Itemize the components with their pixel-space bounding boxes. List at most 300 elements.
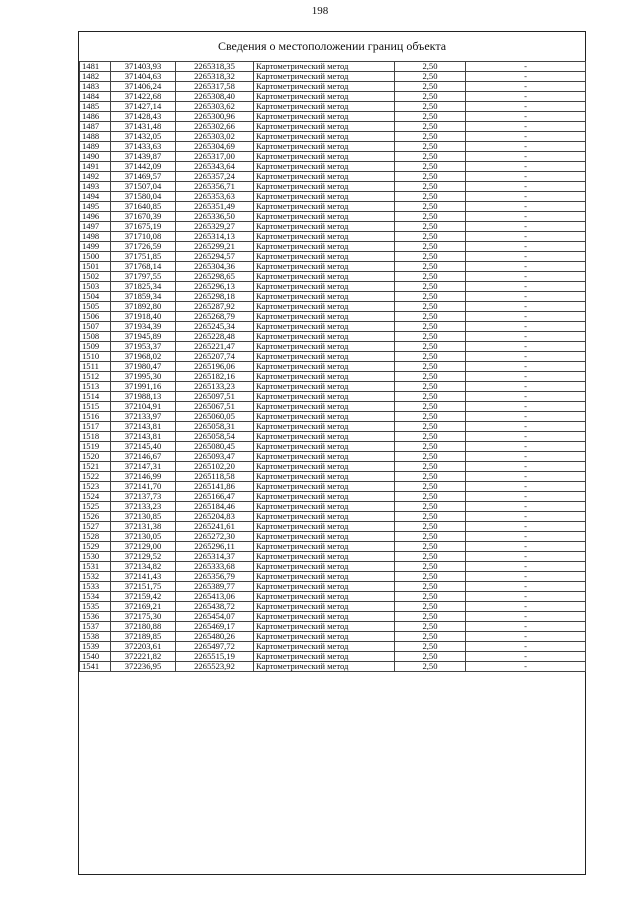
table-row	[80, 342, 586, 352]
table-row	[80, 322, 586, 332]
description-cell: -	[466, 192, 586, 202]
x-coordinate-cell: 371507,04	[111, 182, 176, 192]
y-coordinate-cell: 2265141,86	[176, 482, 254, 492]
y-coordinate-cell: 2265389,77	[176, 582, 254, 592]
method-cell: Картометрический метод	[254, 312, 395, 322]
point-number-cell: 1519	[80, 442, 111, 452]
table-row	[80, 332, 586, 342]
y-coordinate-cell: 2265308,40	[176, 92, 254, 102]
description-cell: -	[466, 212, 586, 222]
method-cell: Картометрический метод	[254, 232, 395, 242]
precision-cell: 2,50	[395, 372, 466, 382]
description-cell: -	[466, 492, 586, 502]
point-number-cell: 1509	[80, 342, 111, 352]
x-coordinate-cell: 371980,47	[111, 362, 176, 372]
x-coordinate-cell: 372141,70	[111, 482, 176, 492]
method-cell: Картометрический метод	[254, 262, 395, 272]
precision-cell: 2,50	[395, 402, 466, 412]
point-number-cell: 1499	[80, 242, 111, 252]
table-row	[80, 372, 586, 382]
description-cell: -	[466, 82, 586, 92]
x-coordinate-cell: 372189,85	[111, 632, 176, 642]
table-row	[80, 262, 586, 272]
method-cell: Картометрический метод	[254, 342, 395, 352]
table-row	[80, 392, 586, 402]
table-row	[80, 242, 586, 252]
method-cell: Картометрический метод	[254, 292, 395, 302]
x-coordinate-cell: 372104,91	[111, 402, 176, 412]
method-cell: Картометрический метод	[254, 572, 395, 582]
precision-cell: 2,50	[395, 132, 466, 142]
table-row	[80, 72, 586, 82]
table-row	[80, 662, 586, 672]
precision-cell: 2,50	[395, 422, 466, 432]
description-cell: -	[466, 232, 586, 242]
table-row	[80, 652, 586, 662]
table-row	[80, 602, 586, 612]
point-number-cell: 1532	[80, 572, 111, 582]
description-cell: -	[466, 482, 586, 492]
table-row	[80, 592, 586, 602]
table-row	[80, 302, 586, 312]
method-cell: Картометрический метод	[254, 92, 395, 102]
method-cell: Картометрический метод	[254, 382, 395, 392]
x-coordinate-cell: 371406,24	[111, 82, 176, 92]
table-row	[80, 552, 586, 562]
point-number-cell: 1534	[80, 592, 111, 602]
x-coordinate-cell: 372141,43	[111, 572, 176, 582]
y-coordinate-cell: 2265318,35	[176, 62, 254, 72]
description-cell: -	[466, 162, 586, 172]
point-number-cell: 1481	[80, 62, 111, 72]
precision-cell: 2,50	[395, 492, 466, 502]
coordinates-table-body	[80, 62, 586, 672]
y-coordinate-cell: 2265102,20	[176, 462, 254, 472]
x-coordinate-cell: 371433,63	[111, 142, 176, 152]
precision-cell: 2,50	[395, 572, 466, 582]
x-coordinate-cell: 371422,68	[111, 92, 176, 102]
precision-cell: 2,50	[395, 82, 466, 92]
precision-cell: 2,50	[395, 622, 466, 632]
table-row	[80, 612, 586, 622]
point-number-cell: 1493	[80, 182, 111, 192]
description-cell: -	[466, 402, 586, 412]
description-cell: -	[466, 92, 586, 102]
description-cell: -	[466, 472, 586, 482]
description-cell: -	[466, 152, 586, 162]
method-cell: Картометрический метод	[254, 482, 395, 492]
precision-cell: 2,50	[395, 322, 466, 332]
point-number-cell: 1490	[80, 152, 111, 162]
precision-cell: 2,50	[395, 442, 466, 452]
x-coordinate-cell: 371439,87	[111, 152, 176, 162]
y-coordinate-cell: 2265318,32	[176, 72, 254, 82]
y-coordinate-cell: 2265413,06	[176, 592, 254, 602]
table-row	[80, 182, 586, 192]
point-number-cell: 1513	[80, 382, 111, 392]
method-cell: Картометрический метод	[254, 172, 395, 182]
precision-cell: 2,50	[395, 212, 466, 222]
y-coordinate-cell: 2265118,58	[176, 472, 254, 482]
precision-cell: 2,50	[395, 462, 466, 472]
method-cell: Картометрический метод	[254, 302, 395, 312]
table-row	[80, 572, 586, 582]
description-cell: -	[466, 602, 586, 612]
precision-cell: 2,50	[395, 122, 466, 132]
y-coordinate-cell: 2265272,30	[176, 532, 254, 542]
table-row	[80, 382, 586, 392]
description-cell: -	[466, 122, 586, 132]
table-row	[80, 432, 586, 442]
y-coordinate-cell: 2265228,48	[176, 332, 254, 342]
point-number-cell: 1484	[80, 92, 111, 102]
x-coordinate-cell: 372130,05	[111, 532, 176, 542]
method-cell: Картометрический метод	[254, 372, 395, 382]
precision-cell: 2,50	[395, 272, 466, 282]
table-row	[80, 472, 586, 482]
method-cell: Картометрический метод	[254, 112, 395, 122]
precision-cell: 2,50	[395, 162, 466, 172]
y-coordinate-cell: 2265299,21	[176, 242, 254, 252]
y-coordinate-cell: 2265469,17	[176, 622, 254, 632]
table-row	[80, 582, 586, 592]
table-row	[80, 462, 586, 472]
x-coordinate-cell: 371768,14	[111, 262, 176, 272]
method-cell: Картометрический метод	[254, 132, 395, 142]
y-coordinate-cell: 2265303,02	[176, 132, 254, 142]
x-coordinate-cell: 372129,00	[111, 542, 176, 552]
method-cell: Картометрический метод	[254, 252, 395, 262]
precision-cell: 2,50	[395, 542, 466, 552]
method-cell: Картометрический метод	[254, 62, 395, 72]
precision-cell: 2,50	[395, 302, 466, 312]
table-row	[80, 122, 586, 132]
x-coordinate-cell: 372236,95	[111, 662, 176, 672]
description-cell: -	[466, 642, 586, 652]
point-number-cell: 1526	[80, 512, 111, 522]
method-cell: Картометрический метод	[254, 122, 395, 132]
method-cell: Картометрический метод	[254, 362, 395, 372]
point-number-cell: 1521	[80, 462, 111, 472]
table-row	[80, 102, 586, 112]
method-cell: Картометрический метод	[254, 442, 395, 452]
description-cell: -	[466, 552, 586, 562]
point-number-cell: 1520	[80, 452, 111, 462]
point-number-cell: 1500	[80, 252, 111, 262]
table-row	[80, 512, 586, 522]
x-coordinate-cell: 371403,93	[111, 62, 176, 72]
point-number-cell: 1502	[80, 272, 111, 282]
description-cell: -	[466, 362, 586, 372]
precision-cell: 2,50	[395, 92, 466, 102]
point-number-cell: 1527	[80, 522, 111, 532]
point-number-cell: 1485	[80, 102, 111, 112]
x-coordinate-cell: 372133,23	[111, 502, 176, 512]
description-cell: -	[466, 72, 586, 82]
description-cell: -	[466, 522, 586, 532]
table-row	[80, 222, 586, 232]
point-number-cell: 1535	[80, 602, 111, 612]
precision-cell: 2,50	[395, 432, 466, 442]
y-coordinate-cell: 2265184,46	[176, 502, 254, 512]
x-coordinate-cell: 372133,97	[111, 412, 176, 422]
description-cell: -	[466, 622, 586, 632]
x-coordinate-cell: 372129,52	[111, 552, 176, 562]
page-number: 198	[311, 5, 329, 17]
point-number-cell: 1508	[80, 332, 111, 342]
precision-cell: 2,50	[395, 582, 466, 592]
method-cell: Картометрический метод	[254, 202, 395, 212]
description-cell: -	[466, 242, 586, 252]
x-coordinate-cell: 371825,34	[111, 282, 176, 292]
x-coordinate-cell: 371953,37	[111, 342, 176, 352]
point-number-cell: 1507	[80, 322, 111, 332]
method-cell: Картометрический метод	[254, 412, 395, 422]
y-coordinate-cell: 2265351,49	[176, 202, 254, 212]
point-number-cell: 1488	[80, 132, 111, 142]
y-coordinate-cell: 2265133,23	[176, 382, 254, 392]
precision-cell: 2,50	[395, 532, 466, 542]
description-cell: -	[466, 432, 586, 442]
y-coordinate-cell: 2265438,72	[176, 602, 254, 612]
description-cell: -	[466, 442, 586, 452]
point-number-cell: 1523	[80, 482, 111, 492]
precision-cell: 2,50	[395, 472, 466, 482]
method-cell: Картометрический метод	[254, 462, 395, 472]
x-coordinate-cell: 372175,30	[111, 612, 176, 622]
table-row	[80, 442, 586, 452]
x-coordinate-cell: 372143,81	[111, 422, 176, 432]
description-cell: -	[466, 582, 586, 592]
description-cell: -	[466, 572, 586, 582]
method-cell: Картометрический метод	[254, 422, 395, 432]
table-row	[80, 172, 586, 182]
x-coordinate-cell: 371427,14	[111, 102, 176, 112]
description-cell: -	[466, 422, 586, 432]
description-cell: -	[466, 142, 586, 152]
point-number-cell: 1492	[80, 172, 111, 182]
precision-cell: 2,50	[395, 362, 466, 372]
table-row	[80, 532, 586, 542]
table-row	[80, 642, 586, 652]
method-cell: Картометрический метод	[254, 652, 395, 662]
x-coordinate-cell: 371404,63	[111, 72, 176, 82]
method-cell: Картометрический метод	[254, 182, 395, 192]
precision-cell: 2,50	[395, 452, 466, 462]
description-cell: -	[466, 372, 586, 382]
description-cell: -	[466, 102, 586, 112]
point-number-cell: 1489	[80, 142, 111, 152]
table-row	[80, 562, 586, 572]
y-coordinate-cell: 2265336,50	[176, 212, 254, 222]
y-coordinate-cell: 2265480,26	[176, 632, 254, 642]
y-coordinate-cell: 2265304,69	[176, 142, 254, 152]
precision-cell: 2,50	[395, 512, 466, 522]
precision-cell: 2,50	[395, 412, 466, 422]
description-cell: -	[466, 272, 586, 282]
description-cell: -	[466, 412, 586, 422]
table-row	[80, 272, 586, 282]
x-coordinate-cell: 372131,38	[111, 522, 176, 532]
point-number-cell: 1503	[80, 282, 111, 292]
point-number-cell: 1506	[80, 312, 111, 322]
y-coordinate-cell: 2265304,36	[176, 262, 254, 272]
x-coordinate-cell: 372169,21	[111, 602, 176, 612]
table-row	[80, 482, 586, 492]
precision-cell: 2,50	[395, 332, 466, 342]
method-cell: Картометрический метод	[254, 632, 395, 642]
x-coordinate-cell: 371988,13	[111, 392, 176, 402]
y-coordinate-cell: 2265287,92	[176, 302, 254, 312]
x-coordinate-cell: 371710,08	[111, 232, 176, 242]
y-coordinate-cell: 2265058,31	[176, 422, 254, 432]
precision-cell: 2,50	[395, 522, 466, 532]
point-number-cell: 1524	[80, 492, 111, 502]
point-number-cell: 1511	[80, 362, 111, 372]
y-coordinate-cell: 2265221,47	[176, 342, 254, 352]
point-number-cell: 1529	[80, 542, 111, 552]
description-cell: -	[466, 312, 586, 322]
table-row	[80, 192, 586, 202]
method-cell: Картометрический метод	[254, 222, 395, 232]
y-coordinate-cell: 2265343,64	[176, 162, 254, 172]
point-number-cell: 1486	[80, 112, 111, 122]
method-cell: Картометрический метод	[254, 542, 395, 552]
point-number-cell: 1495	[80, 202, 111, 212]
y-coordinate-cell: 2265357,24	[176, 172, 254, 182]
y-coordinate-cell: 2265314,37	[176, 552, 254, 562]
y-coordinate-cell: 2265333,68	[176, 562, 254, 572]
precision-cell: 2,50	[395, 392, 466, 402]
method-cell: Картометрический метод	[254, 552, 395, 562]
precision-cell: 2,50	[395, 612, 466, 622]
precision-cell: 2,50	[395, 142, 466, 152]
y-coordinate-cell: 2265515,19	[176, 652, 254, 662]
method-cell: Картометрический метод	[254, 592, 395, 602]
x-coordinate-cell: 372146,67	[111, 452, 176, 462]
description-cell: -	[466, 322, 586, 332]
method-cell: Картометрический метод	[254, 322, 395, 332]
method-cell: Картометрический метод	[254, 602, 395, 612]
document-frame	[78, 31, 586, 875]
method-cell: Картометрический метод	[254, 392, 395, 402]
description-cell: -	[466, 172, 586, 182]
table-row	[80, 352, 586, 362]
method-cell: Картометрический метод	[254, 662, 395, 672]
method-cell: Картометрический метод	[254, 522, 395, 532]
method-cell: Картометрический метод	[254, 402, 395, 412]
precision-cell: 2,50	[395, 642, 466, 652]
precision-cell: 2,50	[395, 602, 466, 612]
description-cell: -	[466, 392, 586, 402]
description-cell: -	[466, 332, 586, 342]
description-cell: -	[466, 282, 586, 292]
table-row	[80, 112, 586, 122]
table-row	[80, 62, 586, 72]
description-cell: -	[466, 132, 586, 142]
table-row	[80, 252, 586, 262]
precision-cell: 2,50	[395, 222, 466, 232]
table-row	[80, 312, 586, 322]
y-coordinate-cell: 2265454,07	[176, 612, 254, 622]
x-coordinate-cell: 371640,85	[111, 202, 176, 212]
method-cell: Картометрический метод	[254, 452, 395, 462]
method-cell: Картометрический метод	[254, 642, 395, 652]
precision-cell: 2,50	[395, 552, 466, 562]
y-coordinate-cell: 2265298,65	[176, 272, 254, 282]
x-coordinate-cell: 371991,16	[111, 382, 176, 392]
precision-cell: 2,50	[395, 652, 466, 662]
point-number-cell: 1514	[80, 392, 111, 402]
y-coordinate-cell: 2265317,58	[176, 82, 254, 92]
x-coordinate-cell: 371469,57	[111, 172, 176, 182]
precision-cell: 2,50	[395, 382, 466, 392]
point-number-cell: 1522	[80, 472, 111, 482]
x-coordinate-cell: 371428,43	[111, 112, 176, 122]
x-coordinate-cell: 371797,55	[111, 272, 176, 282]
x-coordinate-cell: 371432,05	[111, 132, 176, 142]
point-number-cell: 1496	[80, 212, 111, 222]
precision-cell: 2,50	[395, 262, 466, 272]
point-number-cell: 1533	[80, 582, 111, 592]
x-coordinate-cell: 372145,40	[111, 442, 176, 452]
point-number-cell: 1516	[80, 412, 111, 422]
table-row	[80, 92, 586, 102]
description-cell: -	[466, 352, 586, 362]
method-cell: Картометрический метод	[254, 432, 395, 442]
method-cell: Картометрический метод	[254, 212, 395, 222]
y-coordinate-cell: 2265317,00	[176, 152, 254, 162]
method-cell: Картометрический метод	[254, 512, 395, 522]
precision-cell: 2,50	[395, 592, 466, 602]
x-coordinate-cell: 371670,39	[111, 212, 176, 222]
precision-cell: 2,50	[395, 152, 466, 162]
description-cell: -	[466, 62, 586, 72]
point-number-cell: 1504	[80, 292, 111, 302]
x-coordinate-cell: 372147,31	[111, 462, 176, 472]
method-cell: Картометрический метод	[254, 562, 395, 572]
method-cell: Картометрический метод	[254, 242, 395, 252]
precision-cell: 2,50	[395, 632, 466, 642]
x-coordinate-cell: 372151,75	[111, 582, 176, 592]
x-coordinate-cell: 372159,42	[111, 592, 176, 602]
y-coordinate-cell: 2265241,61	[176, 522, 254, 532]
method-cell: Картометрический метод	[254, 492, 395, 502]
y-coordinate-cell: 2265097,51	[176, 392, 254, 402]
point-number-cell: 1530	[80, 552, 111, 562]
method-cell: Картометрический метод	[254, 472, 395, 482]
x-coordinate-cell: 371751,85	[111, 252, 176, 262]
y-coordinate-cell: 2265294,57	[176, 252, 254, 262]
point-number-cell: 1539	[80, 642, 111, 652]
method-cell: Картометрический метод	[254, 582, 395, 592]
table-row	[80, 632, 586, 642]
method-cell: Картометрический метод	[254, 102, 395, 112]
method-cell: Картометрический метод	[254, 352, 395, 362]
point-number-cell: 1494	[80, 192, 111, 202]
x-coordinate-cell: 371892,80	[111, 302, 176, 312]
y-coordinate-cell: 2265314,13	[176, 232, 254, 242]
description-cell: -	[466, 182, 586, 192]
precision-cell: 2,50	[395, 242, 466, 252]
precision-cell: 2,50	[395, 252, 466, 262]
point-number-cell: 1512	[80, 372, 111, 382]
method-cell: Картометрический метод	[254, 282, 395, 292]
description-cell: -	[466, 202, 586, 212]
precision-cell: 2,50	[395, 292, 466, 302]
description-cell: -	[466, 532, 586, 542]
x-coordinate-cell: 371442,09	[111, 162, 176, 172]
